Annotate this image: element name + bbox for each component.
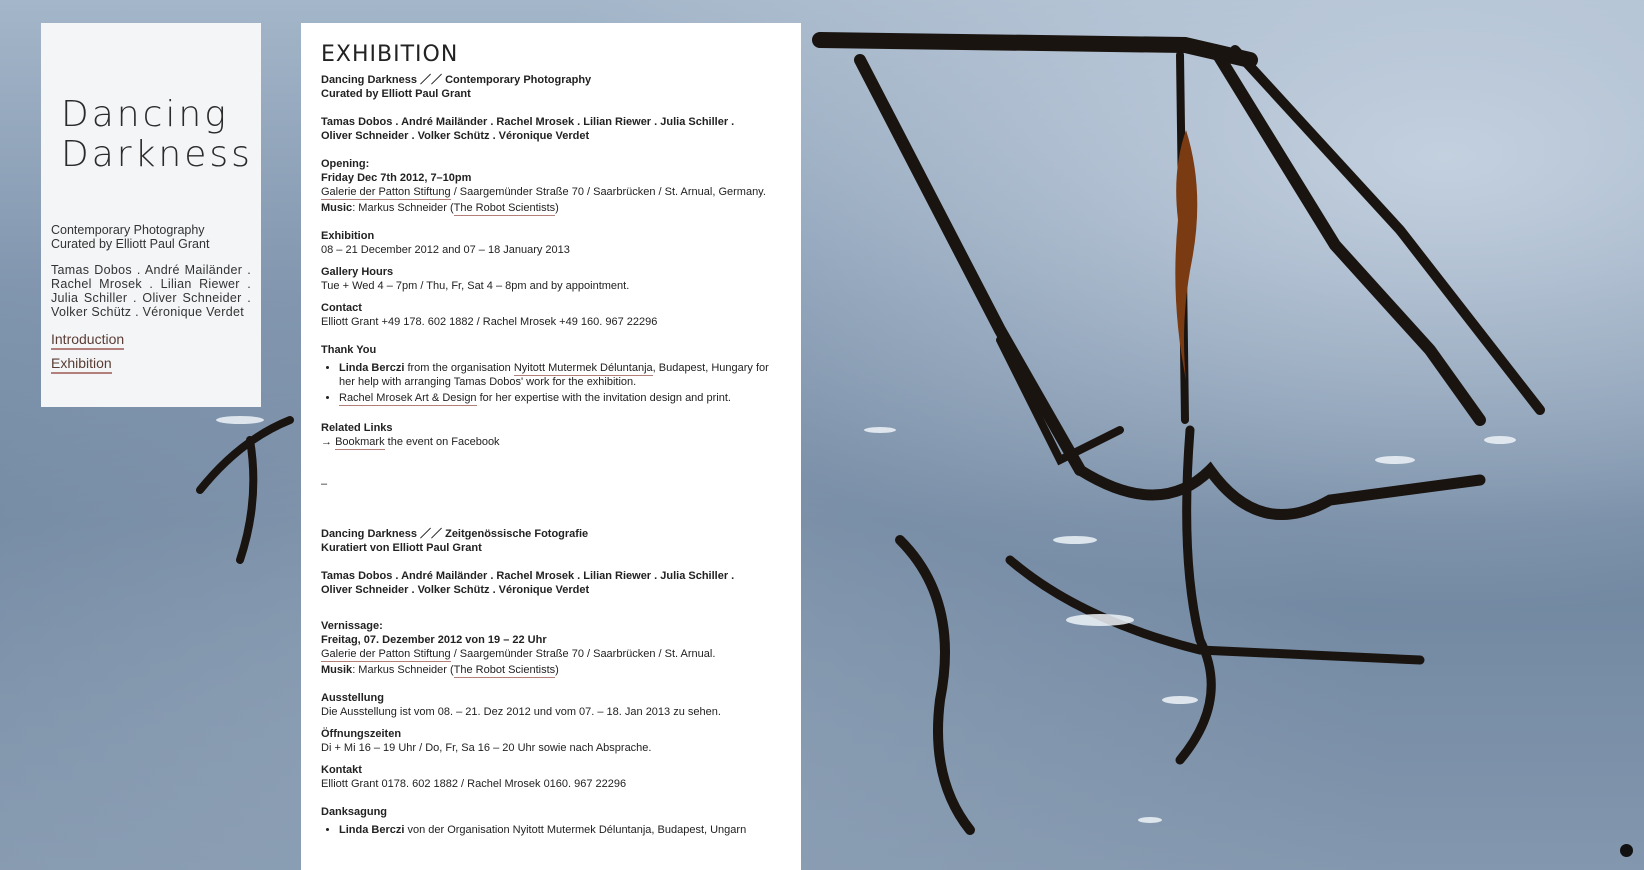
thanks-name: Linda Berczi [339, 824, 405, 836]
de-contact-label: Kontakt [321, 764, 362, 776]
de-thanks-label: Danksagung [321, 806, 388, 818]
de-music-link[interactable]: The Robot Scientists [453, 664, 556, 676]
de-music-text: : Markus Schneider ( [352, 664, 454, 676]
en-curated: Curated by Elliott Paul Grant [321, 88, 471, 100]
de-music-end: ) [555, 664, 559, 676]
en-exhibition-dates: 08 – 21 December 2012 and 07 – 18 January 2013 [321, 244, 570, 256]
en-thanks-label: Thank You [321, 344, 377, 356]
exhibition-content[interactable] [301, 23, 801, 870]
thanks-rest: , Budapest, Hungary for her help with arranging Tamas Dobos' work for the exhibition. [339, 362, 769, 388]
de-venue-address: / Saargemünder Straße 70 / Saarbrücken / St. Arnual. [450, 648, 716, 660]
sidebar-nav [51, 331, 251, 379]
page-title: EXHIBITION [321, 42, 459, 67]
en-thanks-list [321, 361, 781, 405]
thanks-name: Linda Berczi [339, 362, 405, 374]
en-music-link[interactable]: The Robot Scientists [453, 202, 556, 214]
site-logo-title[interactable] [61, 95, 251, 175]
en-opening-date: Friday Dec 7th 2012, 7–10pm [321, 172, 472, 184]
thanks-rest: von der Organisation Nyitott Mutermek Déluntanja, Budapest, Ungarn [404, 824, 747, 836]
de-music-label: Musik [321, 664, 353, 676]
thanks-rest: for her expertise with the invitation design and print. [476, 392, 731, 404]
en-contact-text: Elliott Grant +49 178. 602 1882 / Rachel Mrosek +49 160. 967 22296 [321, 316, 658, 328]
title-line-2: Darkness [61, 134, 253, 175]
en-exhibition-label: Exhibition [321, 230, 375, 242]
en-opening-label: Opening: [321, 158, 370, 170]
en-hours-label: Gallery Hours [321, 266, 394, 278]
en-artists-line-1: Tamas Dobos . André Mailänder . Rachel Mrosek . Lilian Riewer . Julia Schiller . [321, 116, 735, 128]
thanks-pre: from the organisation [404, 362, 514, 374]
related-rest: the event on Facebook [384, 436, 500, 448]
de-thanks-list [321, 823, 781, 837]
scroll-indicator-dot[interactable] [1620, 844, 1633, 857]
bookmark-link[interactable]: Bookmark [335, 436, 385, 448]
nav-exhibition-link[interactable]: Exhibition [51, 355, 112, 374]
subtitle-line-2: Curated by Elliott Paul Grant [51, 237, 210, 251]
en-music-label: Music [321, 202, 353, 214]
en-music-text: : Markus Schneider ( [352, 202, 454, 214]
sidebar-artists: Tamas Dobos . André Mailänder . Rachel Mrosek . Lilian Riewer . Julia Schiller . Oliver Schneider . Volker Schütz . Véronique Verdet [51, 263, 251, 319]
organisation-link[interactable]: Nyitott Mutermek Déluntanja [513, 362, 653, 374]
en-music [321, 201, 781, 215]
en-venue-link[interactable]: Galerie der Patton Stiftung [321, 186, 451, 198]
de-exhibition-label: Ausstellung [321, 692, 384, 704]
de-artists-line-1: Tamas Dobos . André Mailänder . Rachel Mrosek . Lilian Riewer . Julia Schiller . [321, 570, 735, 582]
sidebar [41, 23, 261, 407]
en-contact-label: Contact [321, 302, 362, 314]
en-related-label: Related Links [321, 422, 393, 434]
de-hours-text: Di + Mi 16 – 19 Uhr / Do, Fr, Sa 16 – 20 Uhr sowie nach Absprache. [321, 742, 652, 754]
en-venue [321, 185, 781, 199]
en-related-links [321, 435, 781, 449]
list-item [339, 823, 781, 837]
section-separator: – [321, 478, 328, 490]
sidebar-subtitle [51, 223, 251, 251]
de-venue [321, 647, 781, 661]
de-music [321, 663, 781, 677]
nav-introduction-link[interactable]: Introduction [51, 331, 124, 350]
subtitle-line-1: Contemporary Photography [51, 223, 205, 237]
en-title: Dancing Darkness ／／ Contemporary Photography [321, 74, 592, 86]
de-venue-link[interactable]: Galerie der Patton Stiftung [321, 648, 451, 660]
de-opening-date: Freitag, 07. Dezember 2012 von 19 – 22 Uhr [321, 634, 547, 646]
en-artists-line-2: Oliver Schneider . Volker Schütz . Véronique Verdet [321, 130, 590, 142]
de-contact-text: Elliott Grant 0178. 602 1882 / Rachel Mrosek 0160. 967 22296 [321, 778, 627, 790]
title-line-1: Dancing [61, 94, 229, 135]
de-curated: Kuratiert von Elliott Paul Grant [321, 542, 482, 554]
list-item [339, 391, 781, 405]
en-hours-text: Tue + Wed 4 – 7pm / Thu, Fr, Sat 4 – 8pm and by appointment. [321, 280, 630, 292]
de-title: Dancing Darkness ／／ Zeitgenössische Fotografie [321, 528, 589, 540]
de-opening-label: Vernissage: [321, 620, 383, 632]
de-exhibition-dates: Die Ausstellung ist vom 08. – 21. Dez 2012 und vom 07. – 18. Jan 2013 zu sehen. [321, 706, 721, 718]
de-artists-line-2: Oliver Schneider . Volker Schütz . Véronique Verdet [321, 584, 590, 596]
list-item [339, 361, 781, 389]
en-music-end: ) [555, 202, 559, 214]
de-hours-label: Öffnungszeiten [321, 728, 402, 740]
en-venue-address: / Saargemünder Straße 70 / Saarbrücken / St. Arnual, Germany. [450, 186, 766, 198]
rachel-mrosek-link[interactable]: Rachel Mrosek Art & Design [339, 392, 477, 404]
arrow-icon: → [321, 436, 336, 448]
